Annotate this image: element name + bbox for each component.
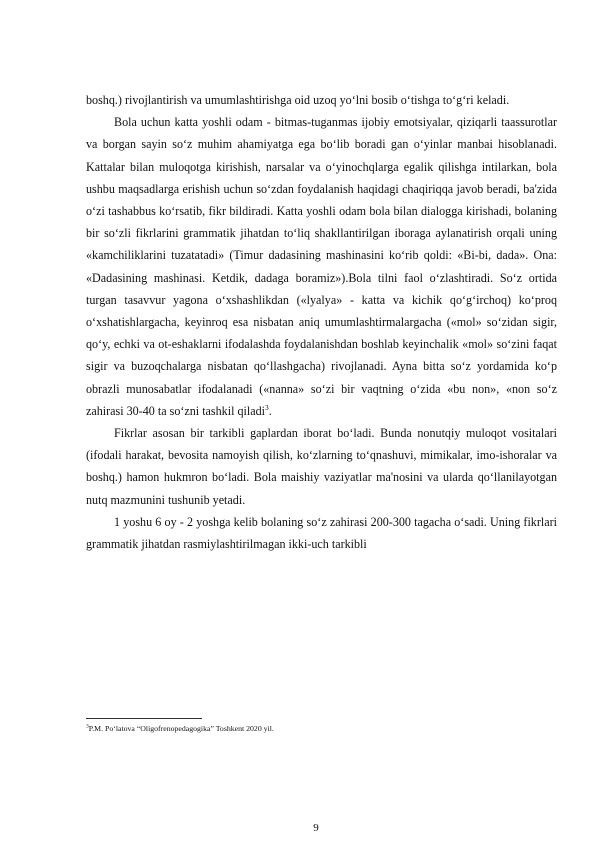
- page-number: 9: [313, 822, 319, 834]
- body-text: [86, 89, 557, 555]
- footnote-number: 3: [86, 723, 89, 730]
- paragraph-1: [86, 89, 557, 111]
- paragraph-2-end: .: [268, 403, 272, 418]
- paragraph-1-text: boshq.) rivojlantirish va umumlashtirishga oid uzoq yo‘lni bosib o‘tishga to‘g‘ri keladi.: [86, 93, 510, 107]
- footnote-divider: [86, 718, 202, 719]
- footnote-reference[interactable]: 3: [265, 402, 269, 412]
- paragraph-4: [86, 511, 557, 555]
- paragraph-4-text: 1 yoshu 6 oy - 2 yoshga kelib bolaning so‘z zahirasi 200-300 tagacha o‘sadi. Uning fikrlari grammatik jihatdan rasmiylashtirilmagan ikki-uch tarkibli: [86, 514, 557, 552]
- paragraph-2: [86, 111, 557, 422]
- paragraph-2-text: Bola uchun katta yoshli odam - bitmas-tuganmas ijobiy emotsiyalar, qiziqarli taassurotlar va borgan sayin so‘z muhim ahamiyatga ega bo‘lib boradi gan o‘yinlar manbai hisoblanadi. Kattalar bilan muloqotga kirishish, narsalar va o‘yinochqlarga egalik qilishga intilarkan, bola ushbu maqsadlarga erishish uchun so‘zdan foydalanish haqidagi chaqiriqqa javob beradi, ba'zida o‘zi tashabbus ko‘rsatib, fikr bildiradi. Katta yoshli odam bola bilan dialogga kirishadi, bolaning bir so‘zli fikrlarini grammatik jihatdan to‘liq shakllantirilgan iboraga aylanatirish orqali uning «kamchiliklarini tuzatatadi» (Timur dadasining mashinasini ko‘rib qoldi: «Bi-bi, dada». Ona: «Dadasining mashinasi. Ketdik, dadaga boramiz»).Bola tilni faol o‘zlashtiradi. So‘z ortida turgan tasavvur yagona o‘xshashlikdan («lyalya» - katta va kichik qo‘g‘irchoq) ko‘proq o‘xshatishlargacha, keyinroq esa nisbatan aniq umumlashtirmalargacha («mol» so‘zidan sigir, qo‘y, echki va ot-eshaklarni ifodalashda foydalanishdan boshlab keyinchalik «mol» so‘zini faqat sigir va buzoqchalarga nisbatan qo‘llashgacha) rivojlanadi. Ayna bitta so‘z yordamida ko‘p obrazli munosabatlar ifodalanadi («nanna» so‘zi bir vaqtning o‘zida «bu non», «non so‘z zahirasi 30-40 ta so‘zni tashkil qiladi: [86, 115, 557, 418]
- footnote-text: P.M. Po‘latova “Oligofrenopedagogika” Toshkent 2020 yil.: [88, 724, 274, 733]
- footnote: [86, 724, 556, 734]
- paragraph-3-text: Fikrlar asosan bir tarkibli gaplardan iborat bo‘ladi. Bunda nonutqiy muloqot vositalari (ifodali harakat, bevosita namoyish qilish, ko‘zlarning to‘qnashuvi, mimikalar, imo-ishoralar va boshq.) hamon hukmron bo‘ladi. Bola maishiy vaziyatlar ma'nosini va ularda qo‘llanilayotgan nutq mazmunini tushunib yetadi.: [86, 426, 557, 507]
- paragraph-3: [86, 422, 557, 511]
